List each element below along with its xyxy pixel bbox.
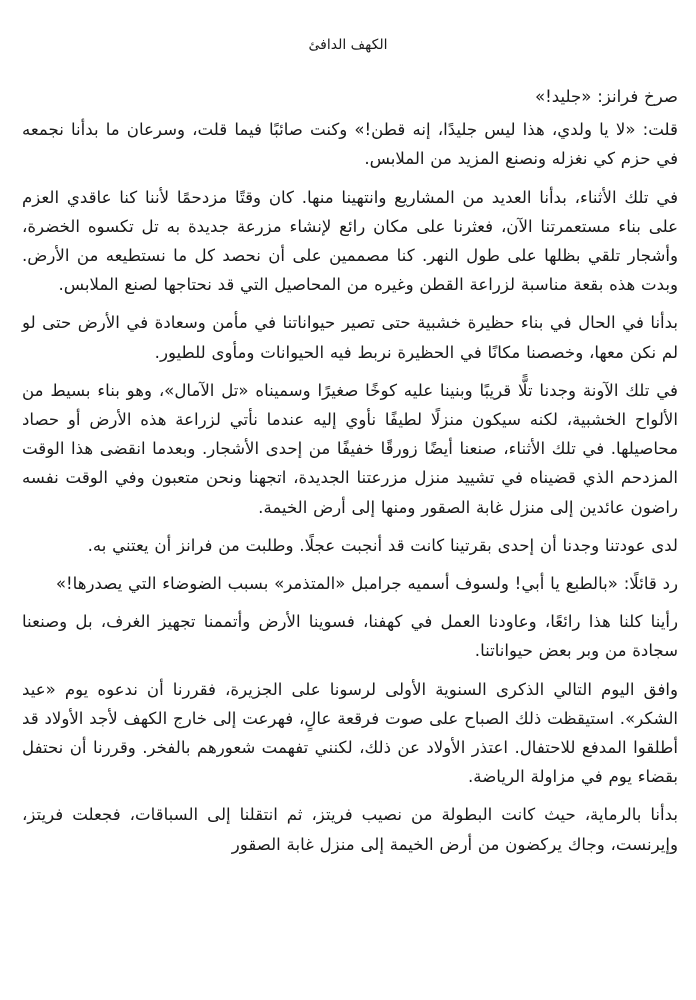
paragraph-7: رد قائلًا: «بالطبع يا أبي! ولسوف أسميه جرامبل «المتذمر» بسبب الضوضاء التي يصدرها!» bbox=[55, 574, 678, 594]
paragraph-2: قلت: «لا يا ولدي، هذا ليس جليدًا، إنه قطن!» وكنت صائبًا فيما قلت، وسرعان ما بدأنا نجمعه في حزم كي نغزله ونصنع المزيد من الملابس. bbox=[22, 120, 678, 169]
running-title: الكهف الدافئ bbox=[308, 37, 388, 53]
paragraph-1: صرخ فرانز: «جليد!» bbox=[535, 87, 678, 106]
paragraph-9: وافق اليوم التالي الذكرى السنوية الأولى لرسونا على الجزيرة، فقررنا أن ندعوه يوم «عيد الشكر». استيقظت ذلك الصباح على صوت فرقعة عالٍ، فهرعت إلى خارج الكهف لأجد الأولاد قد أطلقوا المدفع للاحتفال. اعتذر الأولاد عن ذلك، لكنني تفهمت شعورهم بالفخر. وقررنا أن نحتفل بقضاء يوم في مزاولة الرياضة. bbox=[22, 679, 678, 787]
paragraph-5: في تلك الآونة وجدنا تلًّا قريبًا وبنينا عليه كوخًا صغيرًا وسميناه «تل الآمال»، وهو بناء بسيط من الألواح الخشبية، لكنه سيكون منزلًا لطيفًا نأوي إليه عندما نأتي لزراعة هذه الأرض أو حصاد محاصيلها. في تلك الأثناء، صنعنا أيضًا زورقًا خفيفًا من إحدى الأشجار. وبعدما انقضى هذا الوقت المزدحم الذي قضيناه في تشييد منزل مزرعتنا الجديدة، اتجهنا ونحن متعبون وفي الوقت نفسه راضون عائدين إلى منزل غابة الصقور ومنها إلى أرض الخيمة. bbox=[22, 380, 678, 517]
paragraph-3: في تلك الأثناء، بدأنا العديد من المشاريع وانتهينا منها. كان وقتًا مزدحمًا لأننا كنا عاقدي العزم على بناء مستعمرتنا الآن، فعثرنا على مكان رائع لإنشاء مزرعة جديدة به تل تكسوه الخضرة، وأشجار تلقي بظلها على طول النهر. كنا مصممين على أن نحصد كل ما نستطيعه من الأرض. وبدت هذه بقعة مناسبة لزراعة القطن وغيره من المحاصيل التي قد نحتاجها لصنع الملابس. bbox=[22, 187, 678, 295]
page-body bbox=[22, 82, 678, 868]
paragraph-8: رأينا كلنا هذا رائعًا، وعاودنا العمل في كهفنا، فسوينا الأرض وأتممنا تجهيز الغرف، بل وصنعنا سجادة من وبر بعض حيواناتنا. bbox=[22, 612, 678, 661]
paragraph-4: بدأنا في الحال في بناء حظيرة خشبية حتى تصير حيواناتنا في مأمن وسعادة في الأرض حتى لو لم نكن معها، وخصصنا مكانًا في الحظيرة نربط فيه الحيوانات ومأوى للطيور. bbox=[22, 313, 678, 362]
paragraph-6: لدى عودتنا وجدنا أن إحدى بقرتينا كانت قد أنجبت عجلًا. وطلبت من فرانز أن يعتني به. bbox=[87, 535, 678, 555]
paragraph-10: بدأنا بالرماية، حيث كانت البطولة من نصيب فريتز، ثم انتقلنا إلى السباقات، فجعلت فريتز، وإيرنست، وجاك يركضون من أرض الخيمة إلى منزل غابة الصقور bbox=[22, 805, 678, 854]
